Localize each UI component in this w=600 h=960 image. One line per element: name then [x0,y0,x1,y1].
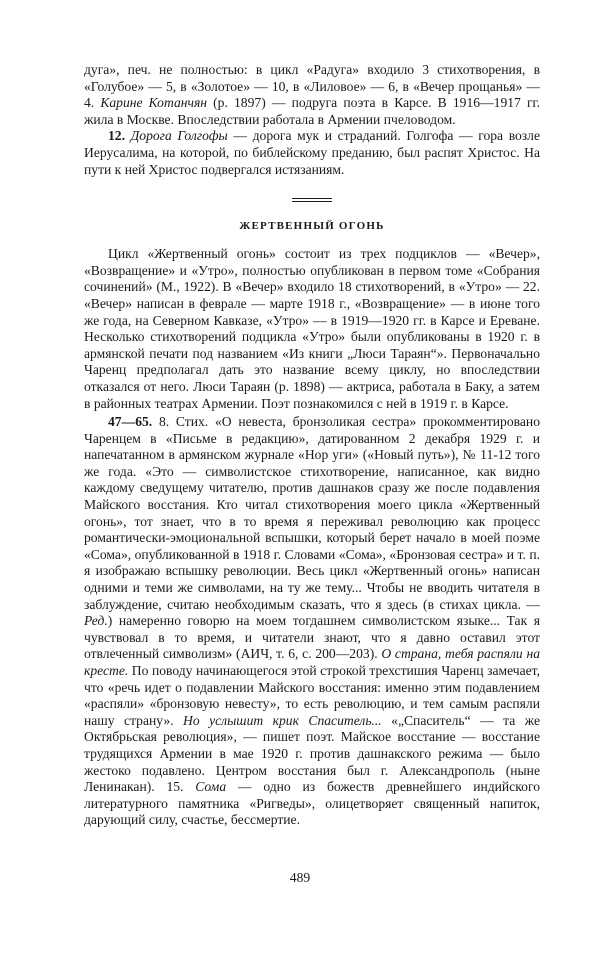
note-text: — дорога мук и страданий. Голгофа — гора возле Иерусалима, на которой, по библейскому преданию, был распят Христос. На пути к ней Христос подвергался истязаниям. [84,128,540,177]
quoted-line: О страна, тебя распяли на кресте. [84,646,540,678]
note-number: 12. [108,128,125,144]
text-run: По поводу начинающегося этой строкой трехстишия Чаренц замечает, что «речь идет о подавлении Майского восстания: именно этим подавлением «распяли» «бронзовую невесту», то есть революцию, и тем самым распяли нашу страну». [84,663,540,728]
page-number: 489 [289,870,311,885]
text-run: (р. 1897) — подруга поэта в Карсе. В 1916—1917 гг. жила в Москве. Впоследствии работала в Армении пчеловодом. [84,95,540,127]
paragraph-cycle-intro: Цикл «Жертвенный огонь» состоит из трех подциклов — «Вечер», «Возвращение» и «Утро», полностью опубликован в первом томе «Собрания сочинений» (М., 1922). В «Вечер» входило 18 стихотворений, в «Утро» — 22. «Вечер» написан в феврале — марте 1918 г., «Возвращение» — в июне того же года, на Северном Кавказе, «Утро» — в 1919—1920 гг. в Карсе и Ереване. Несколько стихотворений подцикла «Утро» были опубликованы в 1920 г. в армянской печати под названием «Из книги „Люси Тараян“». Первоначально Чаренц предполагал дать это название всему циклу, но впоследствии отказался от него. Люси Тараян (р. 1898) — актриса, работала в Баку, а затем в районных театрах Армении. Поэт познакомился с ней в 1919 г. в Карсе. [84,246,540,411]
person-name: Карине Котанчян [100,95,208,111]
quoted-line: Но услышит крик Спаситель... [183,712,382,728]
note-47-65 [84,414,540,829]
text-run: — одно из божеств древнейшего индийского литературного памятника «Ригведы», олицетворяет священный напиток, дарующий силу, счастье, бессмертие. [84,779,540,828]
editor-abbrev: Ред. [84,613,108,629]
text-run: «„Спаситель“ — та же Октябрьская революция», — пишет поэт. Майское восстание — восстание трудящихся Армении в мае 1920 г. против дашнакского режима — было жестоко подавлено. Центром восстания был г. Александрополь (ныне Ленинакан). 15. [84,712,540,795]
section-title: ЖЕРТВЕННЫЙ ОГОНЬ [239,220,385,233]
text-run: ) намеренно говорю на моем тогдашнем символистском языке... Так я чувствовал в то время, и читатели знают, что я давно оставил этот отвлеченный символизм» (АИЧ, т. 6, с. 200—203). [84,613,540,662]
note-term: Дорога Голгофы [125,128,228,144]
section-divider [292,198,332,202]
note-term: Сома [195,779,227,795]
note-12 [84,128,540,178]
paragraph-rainbow-note [84,62,540,128]
text-run: дуга», печ. не полностью: в цикл «Радуга» входило 3 стихотворения, в «Голубое» — 5, в «Золотое» — 10, в «Лиловое» — 6, в «Вечер прощанья» — 4. [84,62,540,111]
text-run: 8. Стих. «О невеста, бронзоликая сестра» прокомментировано Чаренцем в «Письме в редакцию», датированном 2 декабря 1929 г. и напечатанном в армянском журнале «Нор уги» («Новый путь»), № 11-12 того же года. «Это — символистское стихотворение, написанное, как видно каждому сведущему читателю, против дашнаков сразу же после подавления Майского восстания. Кто читал стихотворения моего цикла «Жертвенный огонь», тот знает, что в то время я переживал революцию как процесс романтически-эмоциональной вспышки, который берет начало в моей поэме «Сома», опубликованной в 1918 г. Словами «Сома», «Бронзовая сестра» и т. п. я изображаю вспышку революции. Весь цикл «Жертвенный огонь» написан одними и теми же символами, на ту же тему... Чтобы не вводить читателя в заблуждение, считаю необходимым сказать, что я здесь (в стихах цикла. — [84,414,540,612]
note-number: 47—65. [108,414,153,430]
